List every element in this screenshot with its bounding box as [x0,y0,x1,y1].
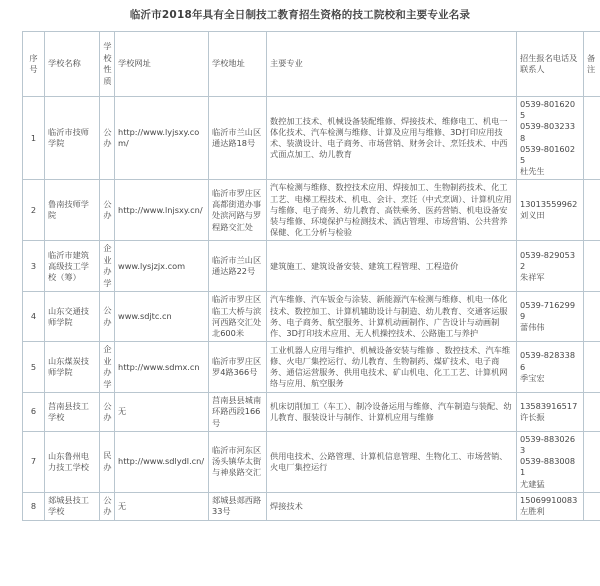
table-row [23,492,600,520]
cell-school-nature-label: 公办 [103,198,112,221]
cell-school-nature-label: 公办 [103,400,112,423]
column-header-remark-label: 备注 [587,52,596,74]
cell-seq: 8 [23,492,45,520]
cell-major: 供用电技术、公路管理、计算机信息管理、生物化工、市场营销、火电厂集控运行 [267,431,517,492]
cell-school-nature-label: 公办 [103,305,112,327]
column-header-phone-contact: 招生报名电话及联系人 [517,32,584,97]
cell-major: 汽车检测与维修、数控技术应用、焊接加工、生物制药技术、化工工艺、电梯工程技术、机电、会计、烹饪（中式烹调）、计算机应用与维修、电子商务、幼儿教育、高铁乘务、医药营销、机电设备安装与维修、环境保护与检测技术、酒店管理、市场营销、公共营养保健、化工分析与检验 [267,180,517,241]
cell-seq: 7 [23,431,45,492]
table-row [23,342,600,393]
cell-remark [584,431,600,492]
cell-school-url: www.sdjtc.cn [115,292,209,342]
cell-major: 建筑施工、建筑设备安装、建筑工程管理、工程造价 [267,241,517,292]
table-row [23,431,600,492]
cell-school-nature-label: 企业办学 [103,344,112,389]
cell-remark [584,393,600,432]
cell-school-address: 临沂市罗庄区临工大桥与滨河西路交汇处北600米 [209,292,267,342]
cell-school-nature [100,393,115,432]
cell-school-nature-label: 民办 [103,450,112,472]
cell-school-url: www.lysjzjx.com [115,241,209,292]
column-header-remark [584,32,600,97]
table-row [23,97,600,180]
cell-school-name: 莒南县技工学校 [45,393,100,432]
cell-school-name: 山东鲁州电力技工学校 [45,431,100,492]
cell-school-nature [100,342,115,393]
cell-major: 工业机器人应用与维护、机械设备安装与维修 、数控技术、汽车维修、火电厂集控运行、幼儿教育、生物制药、煤矿技术、电子商务、通信运营服务、供用电技术、矿山机电、化工工艺、计算机网络与应用、航空服务 [267,342,517,393]
cell-school-nature-label: 公办 [103,494,112,517]
cell-school-address: 临沂市兰山区通达路22号 [209,241,267,292]
cell-school-address: 临沂市罗庄区罗4路366号 [209,342,267,393]
cell-school-nature [100,492,115,520]
school-directory-table [22,31,600,521]
cell-remark [584,180,600,241]
cell-school-url: http://www.lyjsxy.com/ [115,97,209,180]
cell-phone-contact: 0539-7162999 蕾伟伟 [517,292,584,342]
cell-school-nature [100,241,115,292]
cell-school-nature-label: 公办 [103,126,112,149]
cell-school-nature-label: 企业办学 [103,243,112,288]
cell-school-name: 鲁南技师学院 [45,180,100,241]
table-header [23,32,600,97]
cell-major: 焊接技术 [267,492,517,520]
column-header-school-nature [100,32,115,97]
cell-phone-contact: 15069910083 左胜利 [517,492,584,520]
cell-school-url: http://www.sdmx.cn [115,342,209,393]
cell-major: 汽车维修、汽车钣金与涂装、新能源汽车检测与维修、机电一体化技术、数控加工、计算机辅助设计与制造、幼儿教育、交通客运服务、电子商务、航空服务、计算机动画制作、广告设计与动画制作、3D打印技术应用、无人机操控技术、公路施工与养护 [267,292,517,342]
cell-phone-contact: 0539-8830263 0539-8830081 尤建猛 [517,431,584,492]
cell-remark [584,492,600,520]
cell-school-nature [100,180,115,241]
cell-school-nature [100,431,115,492]
column-header-seq [23,32,45,97]
cell-phone-contact: 0539-8283386 季宝宏 [517,342,584,393]
cell-school-address: 临沂市河东区汤头镇华太街与神泉路交汇 [209,431,267,492]
cell-remark [584,97,600,180]
column-header-school-address: 学校地址 [209,32,267,97]
cell-school-name: 临沂市建筑高级技工学校（筹） [45,241,100,292]
cell-school-name: 山东煤炭技师学院 [45,342,100,393]
table-row [23,241,600,292]
cell-phone-contact: 0539-8290532 朱祥军 [517,241,584,292]
cell-seq: 6 [23,393,45,432]
cell-school-address: 临沂市兰山区通达路18号 [209,97,267,180]
column-header-school-nature-label: 学校性质 [103,41,112,86]
cell-school-url: 无 [115,393,209,432]
cell-school-address: 郯城县郯西路33号 [209,492,267,520]
cell-phone-contact: 13583916517 许长振 [517,393,584,432]
cell-seq: 3 [23,241,45,292]
cell-seq: 1 [23,97,45,180]
cell-school-name: 郯城县技工学校 [45,492,100,520]
cell-phone-contact: 13013559962 刘义田 [517,180,584,241]
table-header-row [23,32,600,97]
cell-remark [584,241,600,292]
cell-school-address: 莒南县县城南环路西段166号 [209,393,267,432]
cell-seq: 2 [23,180,45,241]
cell-school-nature [100,292,115,342]
table-row [23,292,600,342]
cell-major: 机床切削加工（车工）、制冷设备运用与维修、汽车制造与装配、幼儿教育、服装设计与制作、计算机应用与维修 [267,393,517,432]
cell-school-url: http://www.lnjsxy.cn/ [115,180,209,241]
column-header-seq-label: 序号 [29,52,38,74]
cell-phone-contact: 0539-8016205 0539-8032338 0539-8016025 杜先生 [517,97,584,180]
cell-school-address: 临沂市罗庄区高都街道办事处滨河路与罗程路交汇处 [209,180,267,241]
cell-school-name: 临沂市技师学院 [45,97,100,180]
cell-major: 数控加工技术、机械设备装配维修、焊接技术、维修电工、机电一体化技术、汽车检测与维修、计算及应用与维修、3D打印应用技术、装潢设计、电子商务、市场营销、财务会计、烹饪技术、中西式面点加工、幼儿教育 [267,97,517,180]
cell-remark [584,342,600,393]
cell-school-name: 山东交通技师学院 [45,292,100,342]
table-row [23,393,600,432]
page-title: 临沂市2018年具有全日制技工教育招生资格的技工院校和主要专业名录 [129,9,471,21]
column-header-school-url: 学校网址 [115,32,209,97]
cell-seq: 5 [23,342,45,393]
cell-seq: 4 [23,292,45,342]
table-body [23,97,600,521]
table-container [0,31,600,521]
column-header-major: 主要专业 [267,32,517,97]
column-header-school-name: 学校名称 [45,32,100,97]
table-row [23,180,600,241]
cell-school-url: http://www.sdlydl.cn/ [115,431,209,492]
cell-school-url: 无 [115,492,209,520]
cell-remark [584,292,600,342]
cell-school-nature [100,97,115,180]
